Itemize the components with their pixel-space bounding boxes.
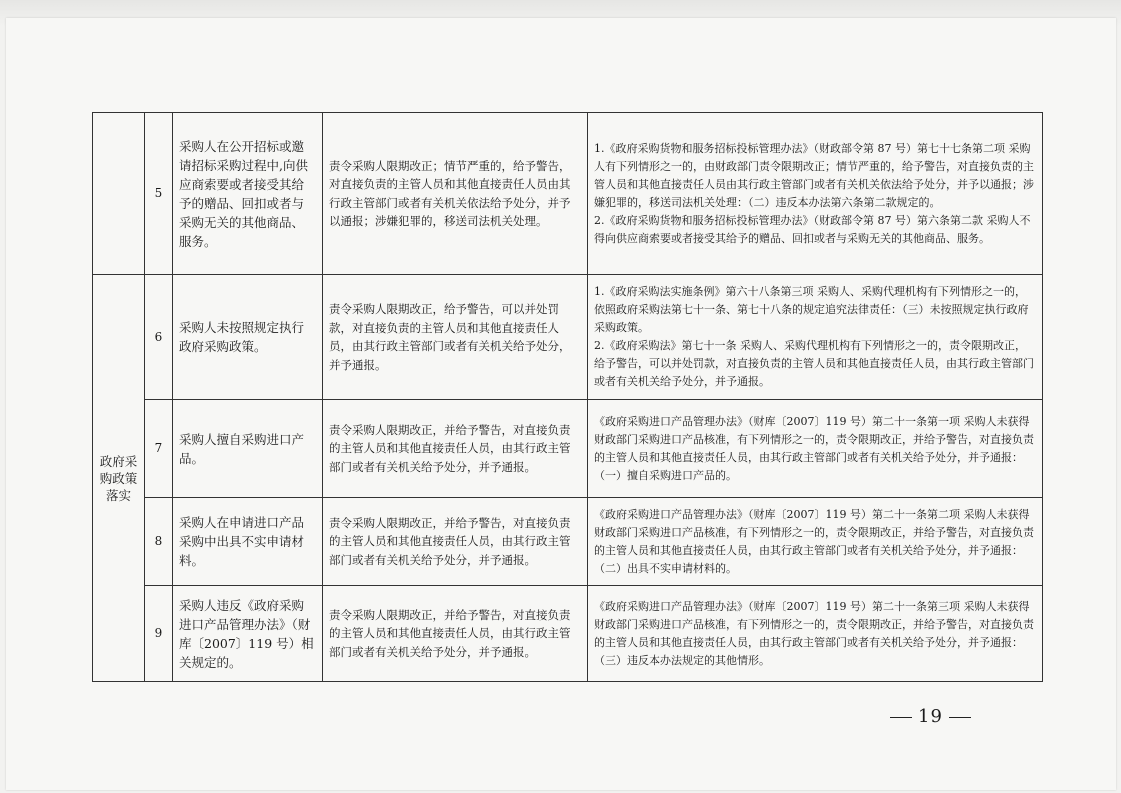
page-number (884, 706, 977, 727)
page-number-dash (890, 717, 912, 718)
penalty-text: 责令采购人限期改正，并给予警告，对直接负责的主管人员和其他直接责任人员，由其行政主管部门或者有关机关给予处分，并予通报。 (323, 586, 588, 682)
penalty-text: 责令采购人限期改正；情节严重的，给予警告，对直接负责的主管人员和其他直接责任人员由其行政主管部门或者有关机关依法给予处分，并予以通报；涉嫌犯罪的，移送司法机关处理。 (323, 113, 588, 275)
violation-item: 采购人在申请进口产品采购中出具不实申请材料。 (173, 498, 323, 586)
violation-item: 采购人违反《政府采购进口产品管理办法》（财库〔2007〕119 号）相关规定的。 (173, 586, 323, 682)
legal-basis (588, 400, 1043, 498)
penalty-text: 责令采购人限期改正，给予警告，可以并处罚款，对直接负责的主管人员和其他直接责任人员，由其行政主管部门或者有关机关给予处分，并予通报。 (323, 275, 588, 400)
violation-item: 采购人未按照规定执行政府采购政策。 (173, 275, 323, 400)
table-row (93, 498, 1043, 586)
legal-basis (588, 113, 1043, 275)
row-number: 8 (145, 498, 173, 586)
legal-basis-clause: 《政府采购进口产品管理办法》（财库〔2007〕119 号）第二十一条第二项 采购人未获得财政部门采购进口产品核准，有下列情形之一的，责令限期改正，并给予警告，对直接负责的主管人员和其他直接责任人员，由其行政主管部门或者有关机关给予处分，并予通报：（二）出具不实申请材料的。 (594, 507, 1034, 575)
legal-basis-clause: 2.《政府采购法》第七十一条 采购人、采购代理机构有下列情形之一的，责令限期改正，给予警告，可以并处罚款，对直接负责的主管人员和其他直接责任人员，由其行政主管部门或者有关机关给予处分，并予通报。 (594, 339, 1034, 388)
penalty-text: 责令采购人限期改正，并给予警告，对直接负责的主管人员和其他直接责任人员，由其行政主管部门或者有关机关给予处分，并予通报。 (323, 498, 588, 586)
legal-basis-clause: 1.《政府采购货物和服务招标投标管理办法》（财政部令第 87 号）第七十七条第二项 采购人有下列情形之一的，由财政部门责令限期改正；情节严重的，给予警告，对直接负责的主管人员和其他直接责任人员由其行政主管部门或者有关机关依法给予处分，并予以通报；涉嫌犯罪的，移送司法机关处理：（二）违反本办法第六条第二款规定的。 (594, 141, 1034, 209)
legal-basis-clause: 1.《政府采购法实施条例》第六十八条第三项 采购人、采购代理机构有下列情形之一的，依照政府采购法第七十一条、第七十八条的规定追究法律责任：（三）未按照规定执行政府采购政策。 (594, 285, 1029, 334)
row-number: 9 (145, 586, 173, 682)
legal-basis-clause: 《政府采购进口产品管理办法》（财库〔2007〕119 号）第二十一条第三项 采购人未获得财政部门采购进口产品核准，有下列情形之一的，责令限期改正，并给予警告，对直接负责的主管人员和其他直接责任人员，由其行政主管部门或者有关机关给予处分，并予通报：（三）违反本办法规定的其他情形。 (594, 599, 1034, 667)
violation-item: 采购人擅自采购进口产品。 (173, 400, 323, 498)
page-number-value: 19 (918, 706, 943, 727)
legal-basis-clause: 《政府采购进口产品管理办法》（财库〔2007〕119 号）第二十一条第一项 采购人未获得财政部门采购进口产品核准，有下列情形之一的，责令限期改正，并给予警告，对直接负责的主管人员和其他直接责任人员，由其行政主管部门或者有关机关给予处分，并予通报：（一）擅自采购进口产品的。 (594, 414, 1034, 482)
row-number: 7 (145, 400, 173, 498)
legal-basis (588, 275, 1043, 400)
violation-item: 采购人在公开招标或邀请招标采购过程中,向供应商索要或者接受其给予的赠品、回扣或者与采购无关的其他商品、服务。 (173, 113, 323, 275)
penalty-table (92, 112, 1043, 682)
table-row (93, 586, 1043, 682)
table-row (93, 113, 1043, 275)
legal-basis (588, 586, 1043, 682)
row-number: 6 (145, 275, 173, 400)
row-number: 5 (145, 113, 173, 275)
legal-basis-clause: 2.《政府采购货物和服务招标投标管理办法》（财政部令第 87 号）第六条第二款 采购人不得向供应商索要或者接受其给予的赠品、回扣或者与采购无关的其他商品、服务。 (594, 213, 1031, 245)
penalty-text: 责令采购人限期改正，并给予警告，对直接负责的主管人员和其他直接责任人员，由其行政主管部门或者有关机关给予处分，并予通报。 (323, 400, 588, 498)
table-row (93, 275, 1043, 400)
table-row (93, 400, 1043, 498)
legal-basis (588, 498, 1043, 586)
category-cell-previous (93, 113, 145, 275)
category-cell: 政府采购政策落实 (93, 275, 145, 682)
page-number-dash (949, 717, 971, 718)
